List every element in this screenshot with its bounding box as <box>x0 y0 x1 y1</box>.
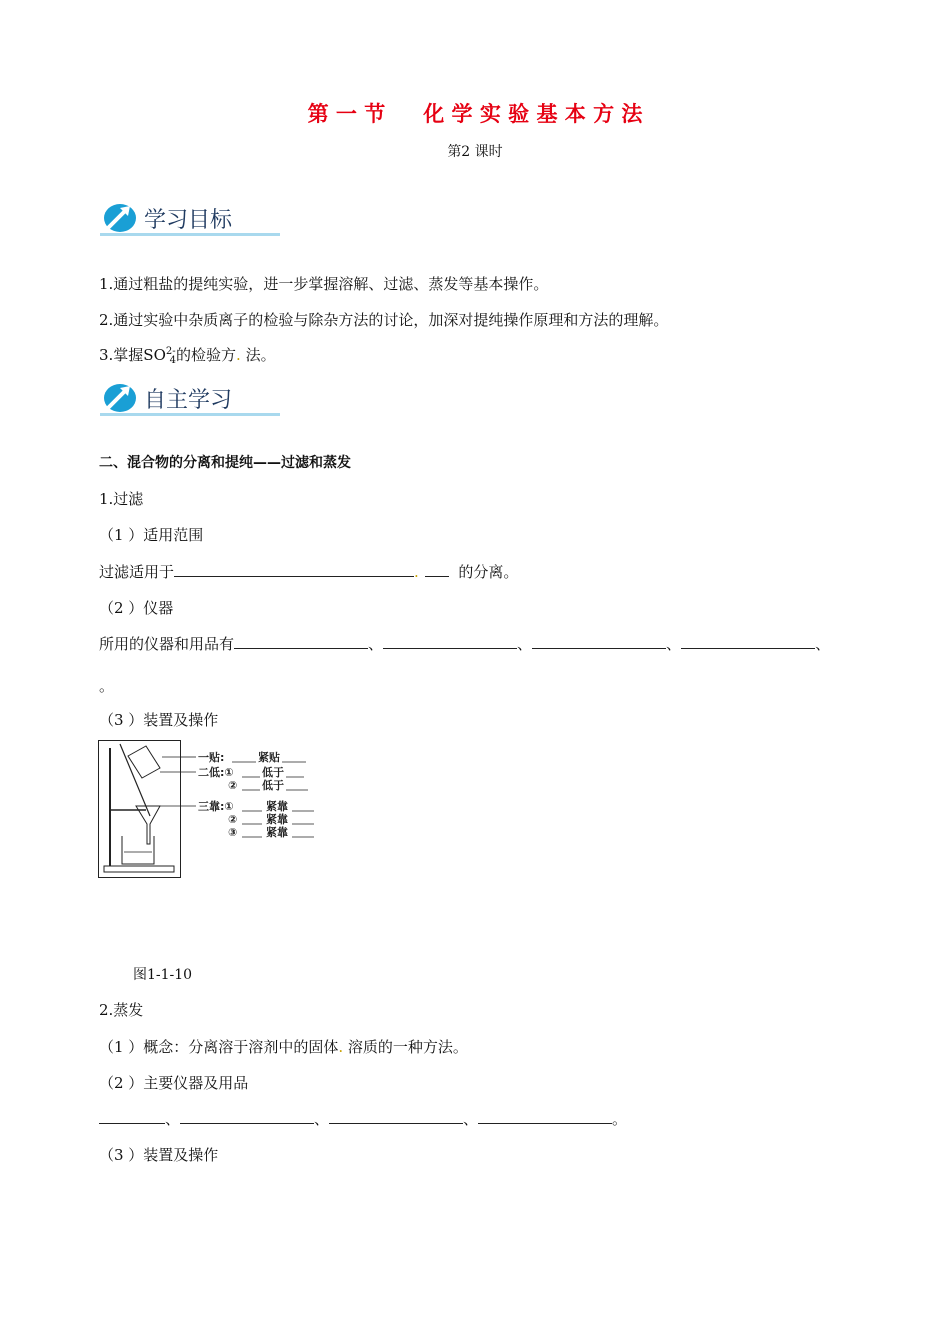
evap-concept: （1 ）概念：分离溶于溶剂中的固体. 溶质的一种方法。 <box>99 1038 468 1056</box>
label-jin-kao-3: 紧靠 <box>266 826 288 839</box>
blank-evap-1[interactable] <box>99 1109 165 1124</box>
filter-scope-label: （1 ）适用范围 <box>99 526 204 544</box>
blank-evap-2[interactable] <box>180 1109 314 1124</box>
blank-scope-2[interactable] <box>425 562 449 577</box>
label-jin-kao-2: 紧靠 <box>266 813 288 826</box>
label-er-di: 二低:① <box>198 766 234 779</box>
filter-instr-line: 所用的仪器和用品有 、 、 、 、 <box>99 635 831 653</box>
blank-instr-4[interactable] <box>681 634 815 649</box>
title-topic: 化 学 实 验 基 本 方 法 <box>423 102 643 126</box>
goal-3: 3.掌握$SO^{2-}_4$的检验方. 法。 <box>99 346 276 366</box>
blank-evap-3[interactable] <box>329 1109 463 1124</box>
label-di-yu-1: 低于 <box>262 766 284 779</box>
pen-arrow-icon <box>104 384 136 412</box>
blank-scope[interactable] <box>174 562 414 577</box>
label-san-kao-2: ② <box>228 813 238 826</box>
label-di-yu-2: 低于 <box>262 779 284 792</box>
blank-instr-2[interactable] <box>383 634 517 649</box>
label-er-di-2: ② <box>228 779 238 792</box>
filter-scope-line: 过滤适用于 . 的分离。 <box>99 563 519 581</box>
label-san-kao: 三靠:① <box>198 800 234 813</box>
evap-heading: 2.蒸发 <box>99 1001 144 1019</box>
label-jin-tie: 紧贴 <box>258 751 280 764</box>
page-title <box>0 98 950 128</box>
pen-arrow-icon <box>104 204 136 232</box>
label-yi-tie: 一贴: <box>198 751 225 764</box>
banner-label: 学习目标 <box>144 208 233 233</box>
figure-caption: 图1-1-10 <box>133 967 193 983</box>
evap-op-label: （3 ）装置及操作 <box>99 1146 219 1164</box>
banner-label: 自主学习 <box>144 388 233 413</box>
blank-evap-4[interactable] <box>478 1109 612 1124</box>
evap-instr-label: （2 ）主要仪器及用品 <box>99 1074 249 1092</box>
blank-instr-1[interactable] <box>234 634 368 649</box>
learning-goals-banner <box>100 200 284 240</box>
filter-heading: 1.过滤 <box>99 490 144 508</box>
goal-1: 1.通过粗盐的提纯实验，进一步掌握溶解、过滤、蒸发等基本操作。 <box>99 275 549 293</box>
filter-op-label: （3 ）装置及操作 <box>99 711 219 729</box>
filter-instr-end: 。 <box>99 677 115 695</box>
label-san-kao-3: ③ <box>228 826 238 839</box>
section-heading: 二、混合物的分离和提纯——过滤和蒸发 <box>99 455 351 471</box>
blank-instr-3[interactable] <box>532 634 666 649</box>
label-jin-kao-1: 紧靠 <box>266 800 288 813</box>
self-study-banner <box>100 380 284 420</box>
filter-instr-label: （2 ）仪器 <box>99 599 174 617</box>
filtration-apparatus-figure <box>98 740 328 880</box>
evap-instr-line: 、 、 、 。 <box>99 1108 627 1129</box>
goal-2: 2.通过实验中杂质离子的检验与除杂方法的讨论，加深对提纯操作原理和方法的理解。 <box>99 311 669 329</box>
title-section: 第 一 节 <box>307 102 386 126</box>
lesson-subtitle: 第2 课时 <box>447 144 503 160</box>
